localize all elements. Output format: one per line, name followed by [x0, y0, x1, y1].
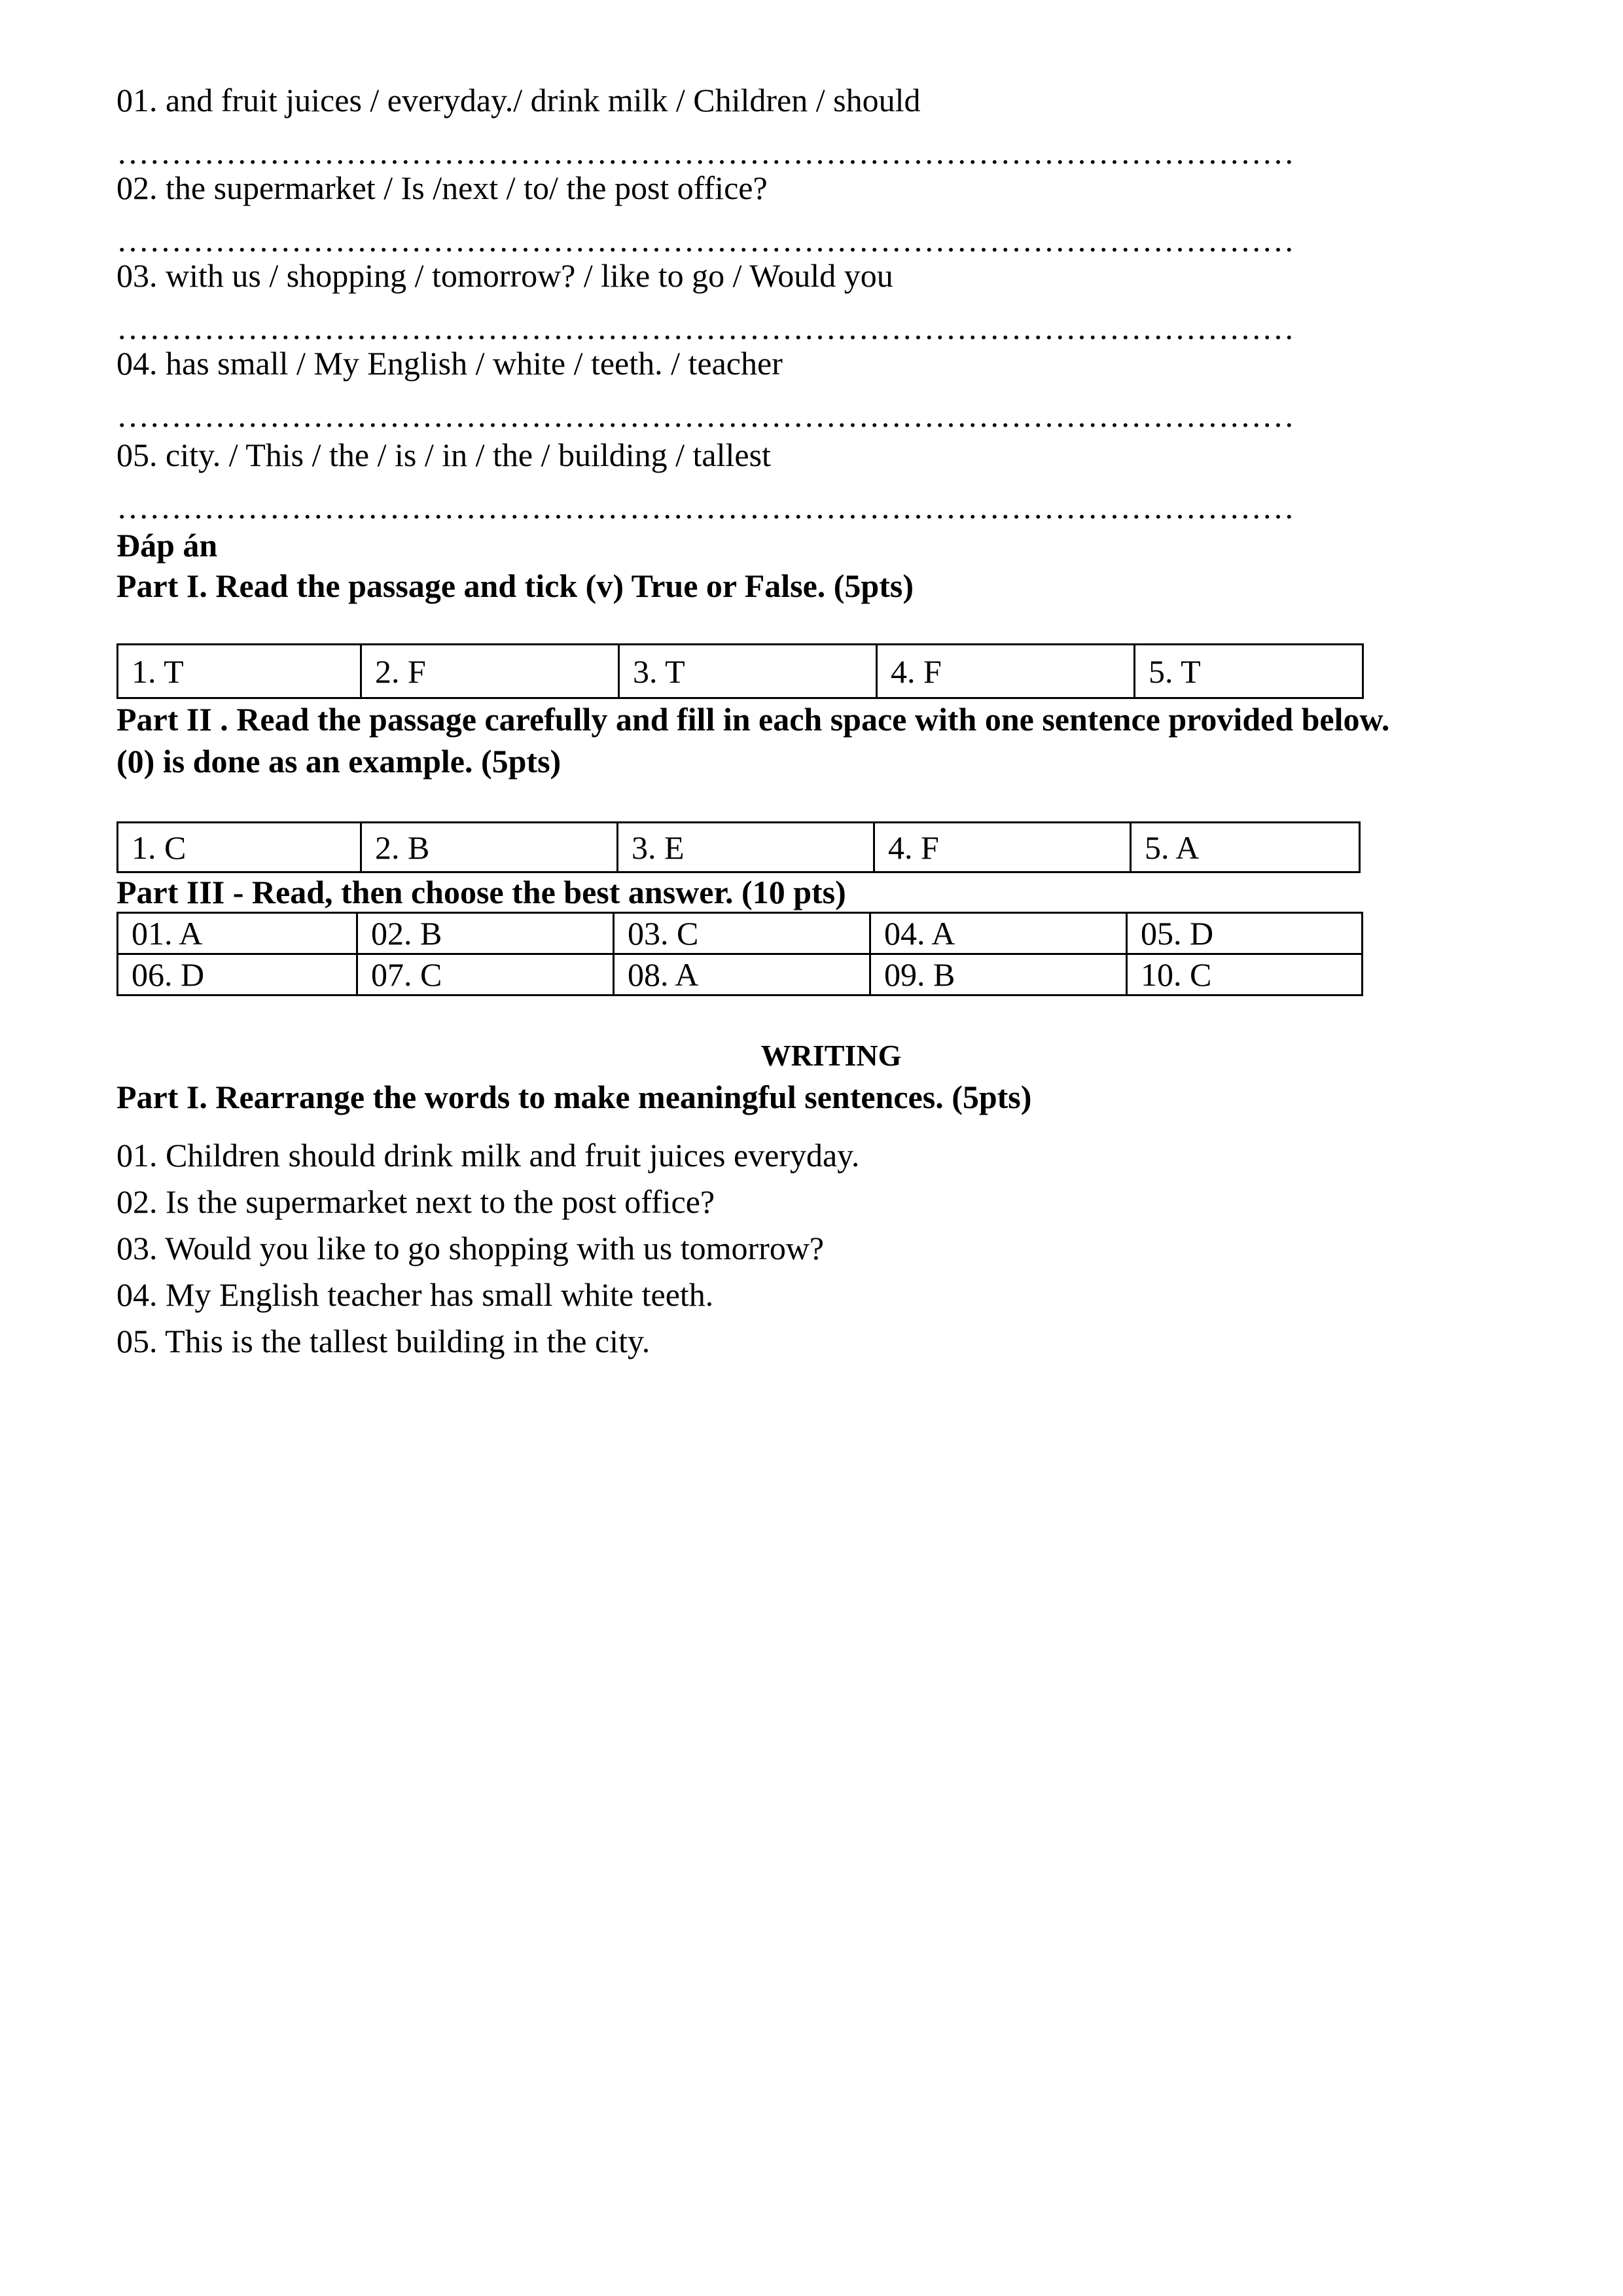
part1-answer-cell: 1. T — [118, 645, 361, 698]
part3-answer-cell: 05. D — [1127, 913, 1363, 954]
part2-answer-cell: 3. E — [618, 823, 874, 872]
part3-answer-table — [116, 912, 1363, 996]
table-row — [118, 823, 1360, 872]
answer-dotted-line-5: ……………………………………………………………………………………………… — [116, 491, 1294, 524]
part3-answer-cell: 02. B — [357, 913, 614, 954]
part1-answer-cell: 3. T — [619, 645, 877, 698]
part1-answer-cell: 2. F — [361, 645, 619, 698]
exercise-item-2: 02. the supermarket / Is /next / to/ the post office? — [116, 170, 768, 206]
part3-answer-cell: 04. A — [870, 913, 1127, 954]
part3-answer-cell: 08. A — [614, 954, 870, 996]
exercise-item-1: 01. and fruit juices / everyday./ drink milk / Children / should — [116, 82, 921, 118]
part3-answer-cell: 06. D — [118, 954, 357, 996]
part1-answer-table — [116, 643, 1364, 699]
answer-key-heading: Đáp án — [116, 527, 218, 564]
exercise-item-4: 04. has small / My English / white / teeth. / teacher — [116, 345, 783, 382]
writing-answer-1: 01. Children should drink milk and fruit juices everyday. — [116, 1137, 860, 1174]
part1-title: Part I. Read the passage and tick (v) True or False. (5pts) — [116, 567, 914, 604]
part2-answer-cell: 4. F — [874, 823, 1131, 872]
part3-answer-cell: 09. B — [870, 954, 1127, 996]
part3-answer-cell: 10. C — [1127, 954, 1363, 996]
writing-answer-4: 04. My English teacher has small white teeth. — [116, 1276, 714, 1313]
writing-heading: WRITING — [760, 1039, 902, 1072]
answer-dotted-line-4: ……………………………………………………………………………………………… — [116, 399, 1294, 432]
part2-answer-cell: 5. A — [1131, 823, 1360, 872]
part3-title: Part III - Read, then choose the best answer. (10 pts) — [116, 874, 846, 910]
exercise-item-3: 03. with us / shopping / tomorrow? / like to go / Would you — [116, 257, 893, 294]
part2-answer-table — [116, 821, 1361, 873]
answer-dotted-line-1: ……………………………………………………………………………………………… — [116, 136, 1294, 169]
writing-answer-2: 02. Is the supermarket next to the post office? — [116, 1183, 715, 1220]
writing-part1-title: Part I. Rearrange the words to make meaningful sentences. (5pts) — [116, 1079, 1032, 1115]
part2-answer-cell: 1. C — [118, 823, 361, 872]
table-row — [118, 954, 1363, 996]
part1-answer-cell: 5. T — [1135, 645, 1363, 698]
part2-title-line1: Part II . Read the passage carefully and fill in each space with one sentence provided below. — [116, 701, 1390, 738]
part2-answer-cell: 2. B — [361, 823, 618, 872]
table-row — [118, 645, 1363, 698]
part2-title-line2: (0) is done as an example. (5pts) — [116, 743, 562, 780]
answer-dotted-line-2: ……………………………………………………………………………………………… — [116, 224, 1294, 257]
table-row — [118, 913, 1363, 954]
part3-answer-cell: 03. C — [614, 913, 870, 954]
part1-answer-cell: 4. F — [877, 645, 1135, 698]
answer-dotted-line-3: ……………………………………………………………………………………………… — [116, 312, 1294, 344]
part3-answer-cell: 01. A — [118, 913, 357, 954]
writing-answer-3: 03. Would you like to go shopping with us tomorrow? — [116, 1230, 825, 1266]
exercise-item-5: 05. city. / This / the / is / in / the / building / tallest — [116, 437, 771, 473]
writing-answer-5: 05. This is the tallest building in the city. — [116, 1323, 651, 1359]
part3-answer-cell: 07. C — [357, 954, 614, 996]
